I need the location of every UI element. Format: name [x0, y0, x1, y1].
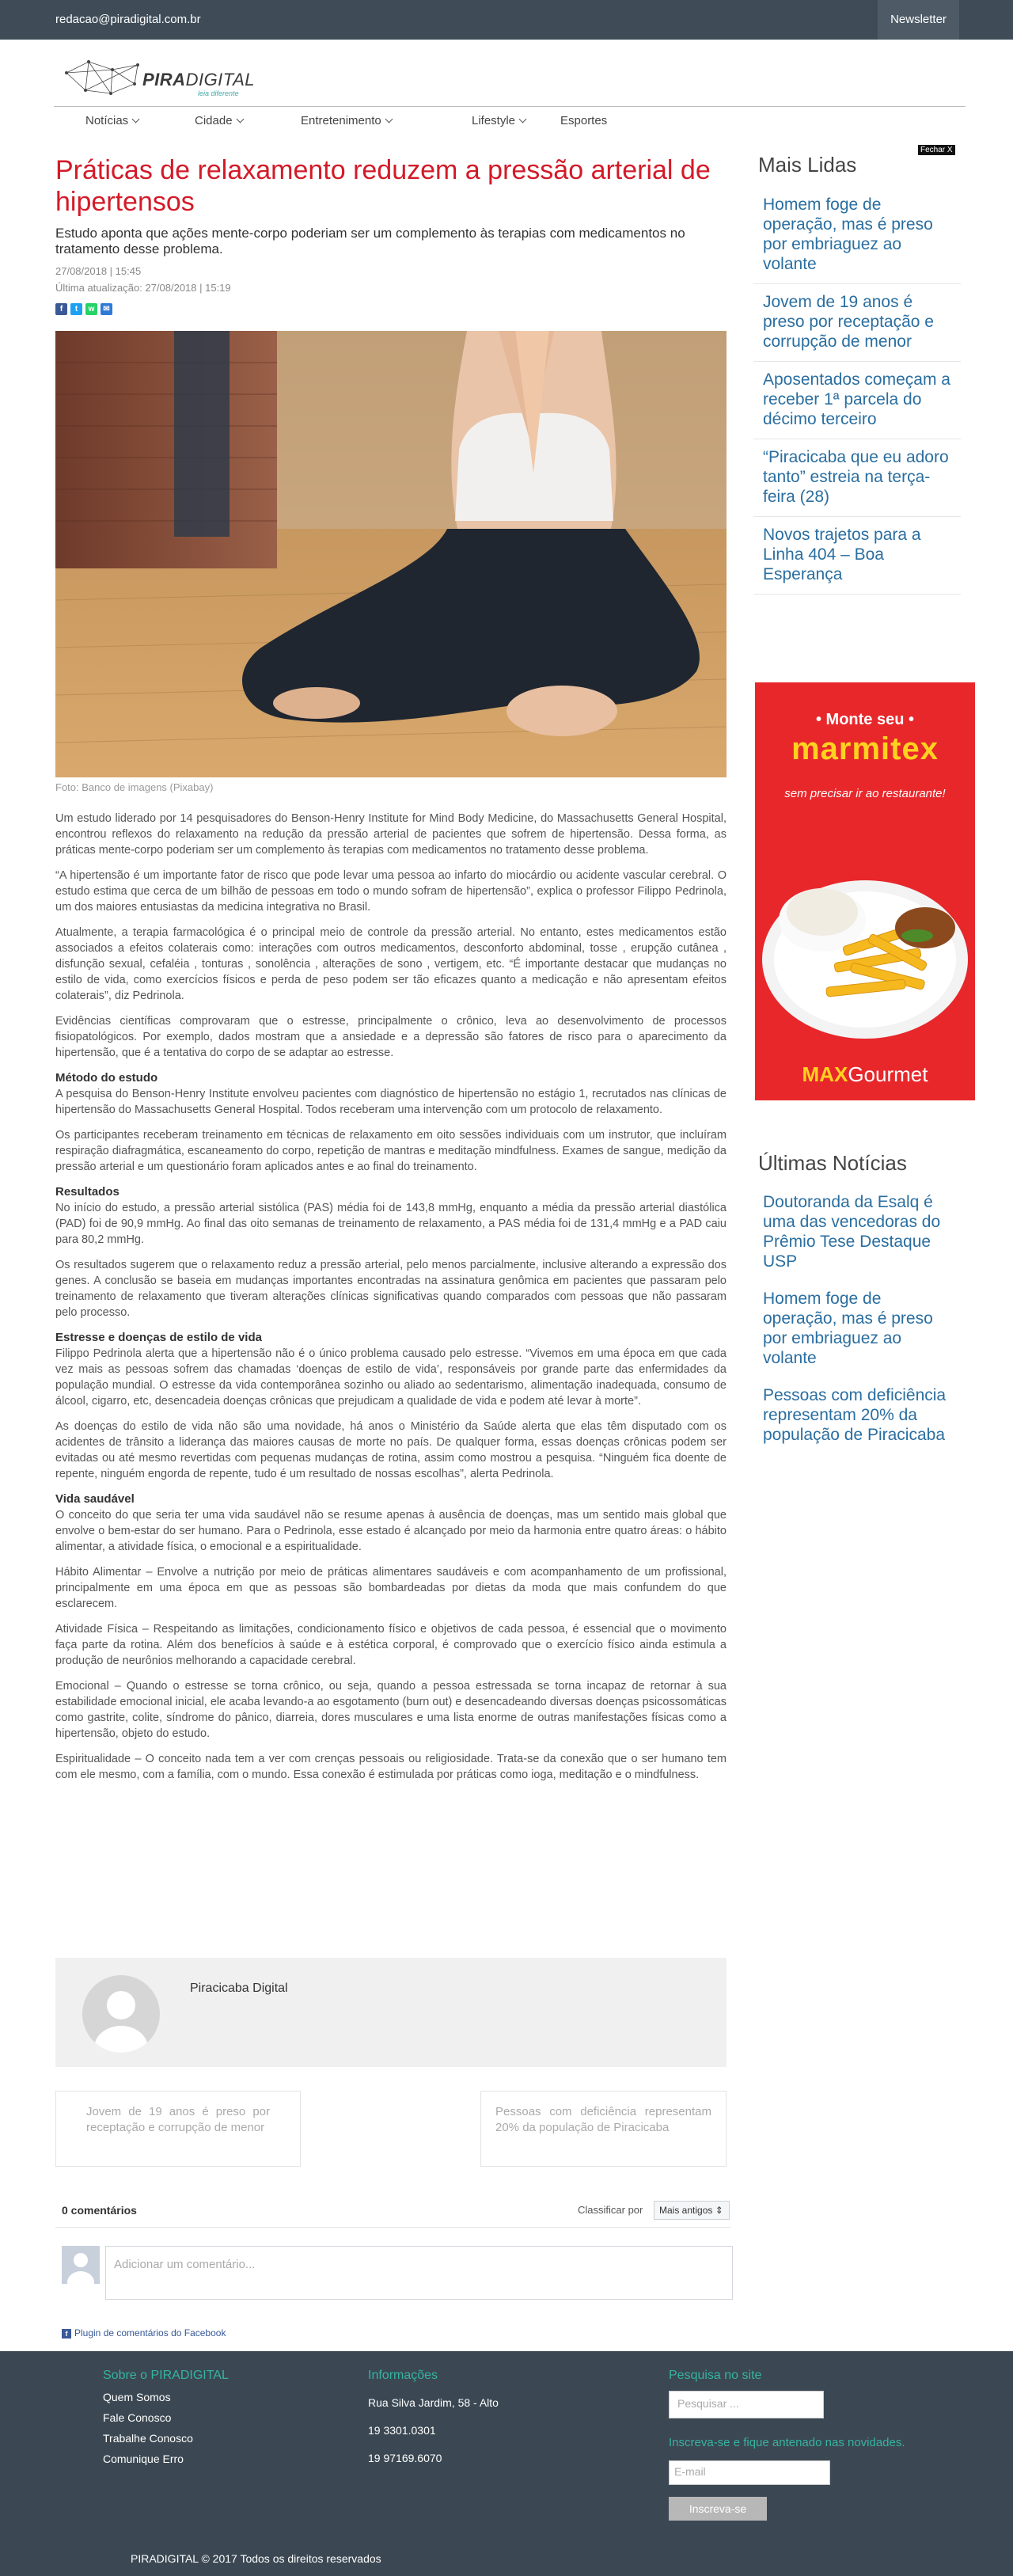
comment-input[interactable]: Adicionar um comentário... [105, 2246, 733, 2300]
header-divider [54, 106, 966, 107]
facebook-icon[interactable]: f [55, 303, 67, 315]
sort-label: Classificar por [578, 2204, 643, 2216]
share-buttons [55, 301, 116, 313]
sort-select[interactable] [654, 2201, 730, 2220]
footer-search-heading: Pesquisa no site [669, 2369, 762, 2382]
author-avatar[interactable] [82, 1975, 160, 2053]
top-bar [0, 0, 1013, 40]
sort-value: Mais antigos [659, 2205, 713, 2216]
author-box [55, 1958, 727, 2067]
user-silhouette-icon [82, 1975, 160, 2053]
article-paragraph: Um estudo liderado por 14 pesquisadores do Benson-Henry Institute for Mind Body Medicine, do Massachusetts General Hospital, encontrou reflexos do relaxamento na redução da pressão arterial de pacientes que sofrem de hipertensão. Dessa forma, as práticas mente-corpo poderiam ser um complemento às terapias com medicamentos no tratamento desse problema. [55, 812, 727, 857]
logo-tagline: leia diferente [198, 89, 239, 97]
footer-link-fale-conosco[interactable]: Fale Conosco [103, 2411, 172, 2424]
latest-news-item[interactable]: Homem foge de operação, mas é preso por embriaguez ao volante [763, 1290, 933, 1367]
chevron-down-icon [132, 116, 140, 123]
nav-item-entretenimento[interactable] [301, 114, 392, 127]
article-paragraph: Hábito Alimentar – Envolve a nutrição por meio de práticas alimentares saudáveis e com acompanhamento de um profissional, principalmente em uma época em que as pessoas são bombardeadas por dietas da moda que mais confundem do que esclarecem. [55, 1566, 727, 1610]
article-paragraph: Atualmente, a terapia farmacológica é o principal meio de controle da pressão arterial. No entanto, estes medicamentos estão associados a efeitos colaterais como: interações com outros medicamentos, desconforto abdominal, tosse , erupção cutânea , disfunção sexual, cefaléia , tonturas , sonolência , alterações de sono , vertigem, etc. “É importante destacar que mudanças no estilo de vida, como exercícios físicos e perda de peso podem ser tão eficazes quanto a medicação e não apresentam efeitos colaterais”, diz Pedrinola. [55, 926, 727, 1002]
whatsapp-icon[interactable]: w [85, 303, 97, 315]
logo-wordmark[interactable] [142, 70, 255, 90]
section-heading: Vida saudável [55, 1492, 135, 1506]
footer-phone-2: 19 97169.6070 [368, 2452, 442, 2464]
nav-label: Lifestyle [472, 114, 516, 127]
newsletter-button[interactable]: Newsletter [878, 0, 959, 40]
chevron-down-icon: ⇕ [715, 2205, 723, 2216]
ad-tagline: sem precisar ir ao restaurante! [784, 787, 946, 800]
published-date: 27/08/2018 | 15:45 [55, 265, 142, 277]
most-read-item[interactable]: Aposentados começam a receber 1ª parcela do décimo terceiro [753, 362, 961, 439]
footer-link-comunique-erro[interactable]: Comunique Erro [103, 2453, 184, 2465]
image-caption: Foto: Banco de imagens (Pixabay) [55, 781, 214, 793]
section-heading: Método do estudo [55, 1071, 158, 1085]
ad-brand-light: Gourmet [848, 1062, 928, 1086]
article-paragraph: Atividade Física – Respeitando as limitações, condicionamento físico e objetivos de cada pessoa, é essencial que o movimento faça parte da rotina. Além dos benefícios à saúde e à estética corporal, é comprovado que o exercício físico ainda estimula a produção de neurônios melhorando a capacidade cerebral. [55, 1623, 727, 1667]
footer-link-quem-somos[interactable]: Quem Somos [103, 2391, 171, 2403]
most-read-list [753, 187, 961, 595]
plugin-label: Plugin de comentários do Facebook [74, 2327, 226, 2339]
chevron-down-icon [236, 116, 244, 123]
latest-news-heading: Últimas Notícias [758, 1151, 907, 1175]
article-paragraph: A pesquisa do Benson-Henry Institute envolveu pacientes com diagnóstico de hipertensão no estágio 1, recrutados nas clínicas de hipertensão do Massachusetts General Hospital. Todos receberam uma intervenção com um protocolo de relaxamento. [55, 1088, 727, 1116]
chevron-down-icon [519, 116, 527, 123]
ad-brand [755, 1062, 975, 1087]
nav-label: Esportes [560, 114, 608, 127]
ad-headline: • Monte seu • [815, 711, 914, 728]
most-read-item[interactable]: Novos trajetos para a Linha 404 – Boa Esperança [753, 517, 961, 595]
nav-label: Entretenimento [301, 114, 381, 127]
contact-email-link[interactable]: redacao@piradigital.com.br [55, 13, 201, 26]
logo-bold-text: PIRA [142, 70, 186, 89]
chevron-down-icon [385, 116, 393, 123]
article-paragraph: As doenças do estilo de vida não são uma novidade, há anos o Ministério da Saúde alerta que elas têm disputado com os acidentes de trânsito a liderança das maiores causas de morte no país. De qualquer forma, essas doenças crônicas podem ser evitadas ou até mesmo revertidas com pequenas mudanças de rotina, assim como mostrou a pesquisa. “Ninguém fica doente de repente, ninguém engorda de repente, tudo é um resultado de nossas escolhas”, alerta Pedrinola. [55, 1420, 727, 1480]
article-paragraph: Espiritualidade – O conceito nada tem a ver com crenças pessoais ou religiosidade. Trata-se da conexão que o ser humano tem com ele mesmo, com a família, com o mundo. Essa conexão é estimulada por práticas como ioga, meditação e o mindfulness. [55, 1753, 727, 1781]
facebook-icon: f [62, 2329, 71, 2339]
author-name[interactable]: Piracicaba Digital [190, 1981, 288, 1995]
nav-item-esportes[interactable] [560, 114, 607, 127]
user-silhouette-icon [62, 2246, 100, 2284]
ad-brand-bold: MAX [802, 1062, 848, 1086]
nav-item-lifestyle[interactable] [472, 114, 525, 127]
copyright-text: PIRADIGITAL © 2017 Todos os direitos reservados [131, 2552, 381, 2565]
previous-post-link[interactable]: Jovem de 19 anos é preso por receptação e corrupção de menor [55, 2091, 301, 2167]
subscribe-button[interactable]: Inscreva-se [669, 2497, 767, 2521]
nav-item-noticias[interactable] [85, 114, 138, 127]
most-read-heading: Mais Lidas [758, 153, 857, 177]
article-title: Práticas de relaxamento reduzem a pressão arterial de hipertensos [55, 155, 711, 217]
latest-news-item[interactable]: Doutoranda da Esalq é uma das vencedoras do Prêmio Tese Destaque USP [763, 1193, 941, 1271]
footer-search-input[interactable]: Pesquisar ... [669, 2391, 824, 2418]
article-subtitle: Estudo aponta que ações mente-corpo poderiam ser um complemento às terapias com medicamentos no tratamento desse problema. [55, 226, 685, 256]
close-button[interactable]: Fechar X [918, 145, 955, 155]
most-read-item[interactable]: Jovem de 19 anos é preso por receptação e corrupção de menor [753, 284, 961, 362]
footer-address: Rua Silva Jardim, 58 - Alto [368, 2396, 499, 2409]
article-hero-image [55, 331, 727, 777]
latest-news-list [753, 1184, 961, 1454]
article-paragraph: Os participantes receberam treinamento em técnicas de relaxamento em oito sessões individuais com um instrutor, que incluíram respiração diafragmática, escaneamento do corpo, repetição de mantras e meditação mindfulness. Exames de sangue, medição da pressão arterial e um questionário foram aplicados antes e ao final do treinamento. [55, 1129, 727, 1173]
next-post-link[interactable]: Pessoas com deficiência representam 20% da população de Piracicaba [480, 2091, 727, 2167]
logo-light-text: DIGITAL [185, 70, 256, 89]
article-paragraph: Emocional – Quando o estresse se torna crônico, ou seja, quando a pessoa estressada se torna incapaz de retornar à sua estabilidade emocional inicial, ele acaba levando-a ao esgotamento (burn out) e desencadeando diversas doenças psicossomáticas como gastrite, colite, síndrome do pânico, diarreia, dores musculares e uma lista enorme de outras manifestações físicas como a hipertensão, objeto do estudo. [55, 1680, 727, 1740]
nav-item-cidade[interactable] [195, 114, 243, 127]
email-share-icon[interactable]: ✉ [101, 303, 112, 315]
section-heading: Estresse e doenças de estilo de vida [55, 1331, 262, 1344]
footer-email-input[interactable]: E-mail [669, 2460, 830, 2485]
commenter-avatar [62, 2246, 100, 2284]
footer-link-trabalhe-conosco[interactable]: Trabalhe Conosco [103, 2432, 193, 2445]
article-paragraph: “A hipertensão é um importante fator de risco que pode levar uma pessoa ao infarto do miocárdio ou acidente vascular cerebral. O estudo estima que cerca de um bilhão de pessoas em todo o mundo sofram de hipertensão”, explica o professor Filippo Pedrinola, um dos maiores entusiastas da medicina integrativa no Brasil. [55, 869, 727, 914]
comments-header [55, 2196, 731, 2228]
sidebar-ad-banner[interactable] [755, 682, 975, 1100]
copyright-bar [0, 2548, 1013, 2576]
article-paragraph: Evidências científicas comprovaram que o estresse, principalmente o crônico, leva ao desenvolvimento de processos fisiopatológicos. Por exemplo, dados mostram que a ansiedade e a depressão são fatores de risco para o aparecimento da hipertensão, que é a tentativa do corpo de se adaptar ao estresse. [55, 1015, 727, 1059]
nav-label: Cidade [195, 114, 233, 127]
article-paragraph: Os resultados sugerem que o relaxamento reduz a pressão arterial, pelo menos parcialmente, inclusive alterando a expressão dos genes. A conclusão se baseia em mudanças importantes encontradas na assinatura genômica em pacientes que passaram pelo treinamento de relaxamento que tiveram alterações clínicas significativas quando comparados com pessoas que não passaram pelo processo. [55, 1259, 727, 1319]
footer-about-heading: Sobre o PIRADIGITAL [103, 2369, 229, 2382]
latest-news-item[interactable]: Pessoas com deficiência representam 20% da população de Piracicaba [763, 1386, 947, 1444]
nav-label: Notícias [85, 114, 129, 127]
article-paragraph: O conceito do que seria ter uma vida saudável não se resume apenas à ausência de doenças, mas um sentido mais global que envolve o bem-estar do ser humano. Para o Pedrinola, esse estado é alcançado por meio da harmonia entre quatro áreas: o hábito alimentar, a atividade física, o emocional e a espiritualidade. [55, 1509, 727, 1553]
comments-count: 0 comentários [62, 2204, 137, 2217]
most-read-item[interactable]: “Piracicaba que eu adoro tanto” estreia na terça-feira (28) [753, 439, 961, 517]
twitter-icon[interactable]: t [70, 303, 82, 315]
footer-newsletter-heading: Inscreva-se e fique antenado nas novidades. [669, 2436, 905, 2449]
article-body [55, 811, 727, 1792]
footer-phone-1: 19 3301.0301 [368, 2424, 436, 2437]
section-heading: Resultados [55, 1185, 120, 1199]
food-plate-image [755, 817, 975, 1054]
most-read-item[interactable]: Homem foge de operação, mas é preso por embriaguez ao volante [753, 187, 961, 284]
updated-date: Última atualização: 27/08/2018 | 15:19 [55, 282, 231, 294]
article-paragraph: No início do estudo, a pressão arterial sistólica (PAS) média foi de 143,8 mmHg, enquanto a média da pressão arterial diastólica (PAD) foi de 90,9 mmHg. Ao final das oito semanas de treinamento de relaxamento, a PAS média foi de 131,4 mmHg e a PAD caiu para 80,2 mmHg. [55, 1202, 727, 1246]
article-paragraph: Filippo Pedrinola alerta que a hipertensão não é o único problema causado pelo estresse. “Vivemos em uma época em que cada vez mais as pessoas sofrem das chamadas ‘doenças de estilo de vida’, responsáveis por grande parte das enfermidades da população mundial. O estresse da vida contemporânea sozinho ou aliado ao sedentarismo, alimentação inadequada, consumo de álcool, cigarro, etc, desencadeia doenças crônicas que prejudicam a qualidade de vida e podem até levar à morte”. [55, 1347, 727, 1408]
footer-info-heading: Informações [368, 2369, 438, 2382]
facebook-comments-plugin-link[interactable] [62, 2327, 226, 2339]
site-footer [0, 2351, 1013, 2576]
ad-title: marmitex [791, 731, 939, 766]
